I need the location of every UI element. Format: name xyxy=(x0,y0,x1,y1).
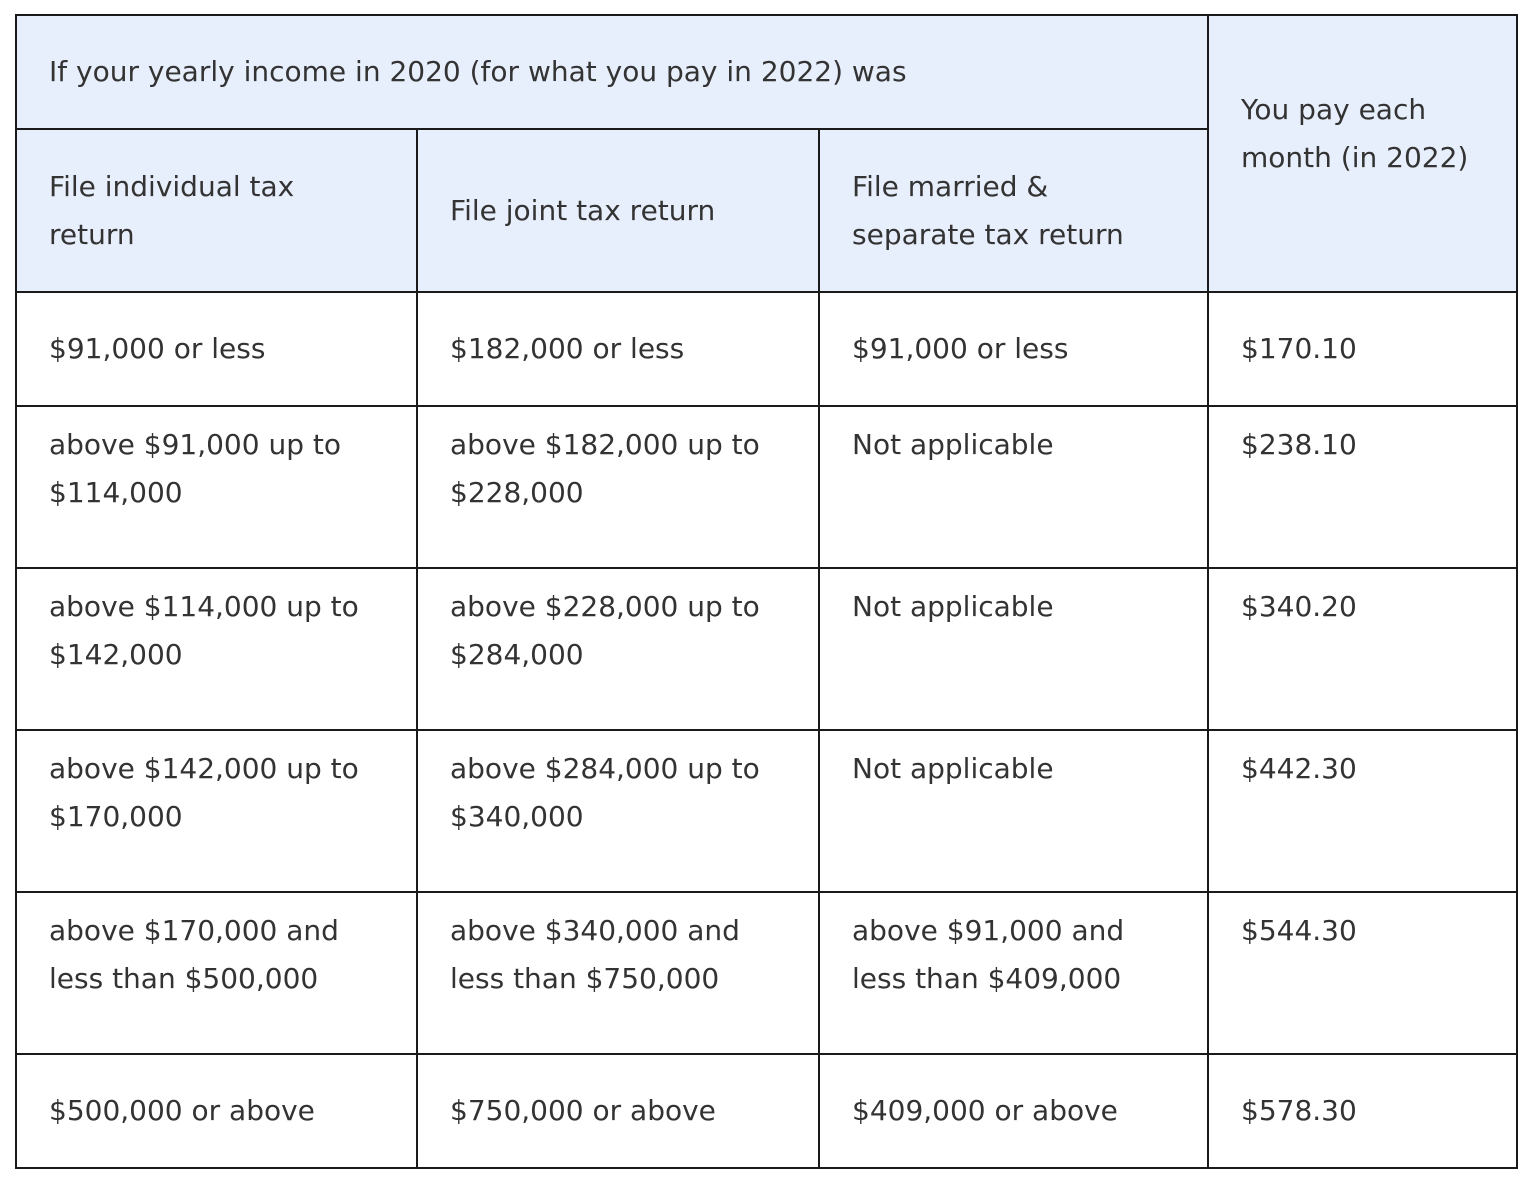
joint-income-cell: $182,000 or less xyxy=(417,292,819,406)
individual-return-header: File individual tax return xyxy=(16,129,417,292)
table-row xyxy=(16,406,1517,568)
joint-income-cell: above $340,000 and less than $750,000 xyxy=(417,892,819,1054)
married-separate-income-cell: $409,000 or above xyxy=(819,1054,1208,1168)
table-header xyxy=(16,15,1517,292)
monthly-payment-cell: $544.30 xyxy=(1208,892,1517,1054)
table-row xyxy=(16,730,1517,892)
table-row xyxy=(16,892,1517,1054)
joint-income-cell: $750,000 or above xyxy=(417,1054,819,1168)
married-separate-return-header: File married & separate tax return xyxy=(819,129,1208,292)
individual-income-cell: $500,000 or above xyxy=(16,1054,417,1168)
monthly-payment-cell: $238.10 xyxy=(1208,406,1517,568)
premium-table xyxy=(15,14,1518,1169)
individual-income-cell: $91,000 or less xyxy=(16,292,417,406)
monthly-payment-cell: $578.30 xyxy=(1208,1054,1517,1168)
married-separate-income-cell: Not applicable xyxy=(819,730,1208,892)
joint-income-cell: above $228,000 up to $284,000 xyxy=(417,568,819,730)
monthly-payment-header: You pay each month (in 2022) xyxy=(1208,15,1517,292)
married-separate-income-cell: $91,000 or less xyxy=(819,292,1208,406)
income-group-header: If your yearly income in 2020 (for what you pay in 2022) was xyxy=(16,15,1208,129)
joint-income-cell: above $284,000 up to $340,000 xyxy=(417,730,819,892)
table-row xyxy=(16,1054,1517,1168)
table-row xyxy=(16,292,1517,406)
married-separate-income-cell: Not applicable xyxy=(819,568,1208,730)
table-row xyxy=(16,568,1517,730)
joint-income-cell: above $182,000 up to $228,000 xyxy=(417,406,819,568)
individual-income-cell: above $91,000 up to $114,000 xyxy=(16,406,417,568)
individual-income-cell: above $142,000 up to $170,000 xyxy=(16,730,417,892)
monthly-payment-cell: $170.10 xyxy=(1208,292,1517,406)
married-separate-income-cell: Not applicable xyxy=(819,406,1208,568)
individual-income-cell: above $114,000 up to $142,000 xyxy=(16,568,417,730)
joint-return-header: File joint tax return xyxy=(417,129,819,292)
monthly-payment-cell: $340.20 xyxy=(1208,568,1517,730)
married-separate-income-cell: above $91,000 and less than $409,000 xyxy=(819,892,1208,1054)
monthly-payment-cell: $442.30 xyxy=(1208,730,1517,892)
individual-income-cell: above $170,000 and less than $500,000 xyxy=(16,892,417,1054)
table-body xyxy=(16,292,1517,1168)
